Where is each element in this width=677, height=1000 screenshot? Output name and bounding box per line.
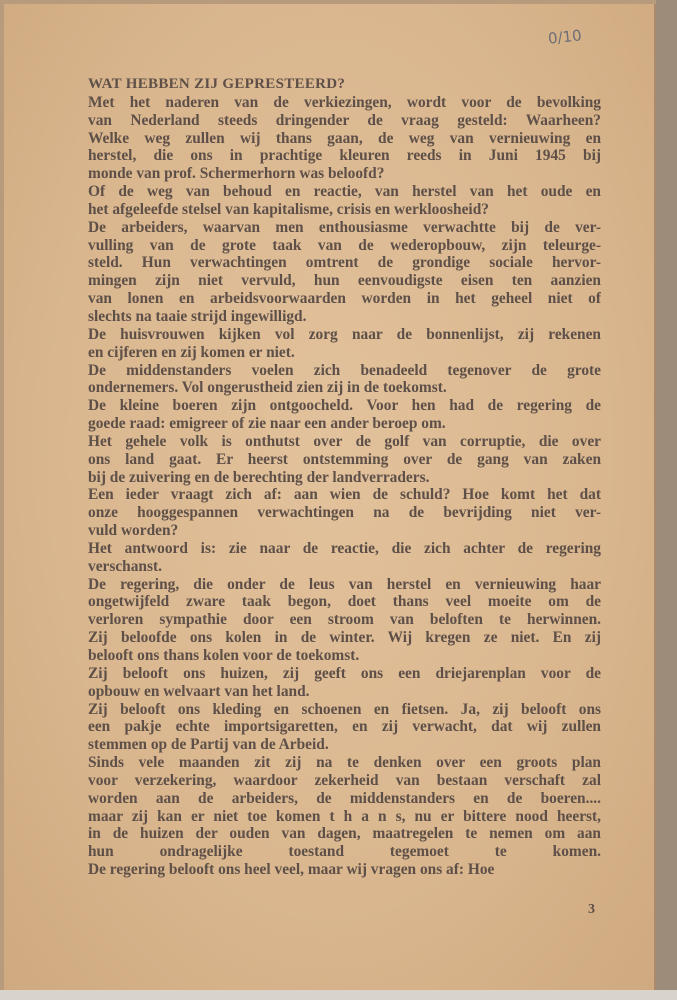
page-number: 3 <box>588 902 595 917</box>
text-line: een pakje echte importsigaretten, en zij verwacht, dat wij zullen <box>88 718 601 736</box>
text-line: De kleine boeren zijn ontgoocheld. Voor hen had de regering de <box>88 397 601 415</box>
text-line: Zij beloofde ons kolen in de winter. Wij kregen ze niet. En zij <box>88 629 601 647</box>
text-line: hun ondragelijke toestand tegemoet te komen. <box>88 843 601 861</box>
text-line: goede raad: emigreer of zie naar een ander beroep om. <box>88 415 446 433</box>
text-line: voor verzekering, waardoor zekerheid van bestaan verschaft zal <box>88 771 601 789</box>
text-line: De huisvrouwen kijken vol zorg naar de bonnenlijst, zij rekenen <box>88 325 601 343</box>
text-line: in de huizen der ouden van dagen, maatregelen te nemen om aan <box>88 825 601 843</box>
scan-background-strip <box>0 990 677 1000</box>
text-line: Zij belooft ons huizen, zij geeft ons een driejarenplan voor de <box>88 664 601 682</box>
text-line: Een ieder vraagt zich af: aan wien de schuld? Hoe komt het dat <box>88 486 601 504</box>
text-line: het afgeleefde stelsel van kapitalisme, crisis en werkloosheid? <box>88 200 489 218</box>
section-heading: WAT HEBBEN ZIJ GEPRESTEERD? <box>88 76 346 92</box>
text-line: verloren sympathie door een stroom van beloften te herwinnen. <box>88 611 601 629</box>
text-line: opbouw en welvaart van het land. <box>88 682 310 700</box>
text-line: van Nederland steeds dringender de vraag gesteld: Waarheen? <box>88 111 601 129</box>
text-line: Zij belooft ons kleding en schoenen en fietsen. Ja, zij belooft ons <box>88 700 601 718</box>
text-line: van lonen en arbeidsvoorwaarden worden in het geheel niet of <box>88 290 601 308</box>
text-line: belooft ons thans kolen voor de toekomst. <box>88 647 360 664</box>
text-line: Het gehele volk is onthutst over de golf van corruptie, die over <box>88 432 601 450</box>
text-line: Het antwoord is: zie naar de reactie, die zich achter de regering <box>88 539 601 557</box>
text-line: ons land gaat. Er heerst ontstemming over de gang van zaken <box>88 450 601 468</box>
scan-edge <box>656 0 677 990</box>
text-line: stemmen op de Partij van de Arbeid. <box>88 736 329 754</box>
text-line: mingen zijn niet vervuld, hun eenvoudigste eisen ten aanzien <box>88 272 601 290</box>
text-line: ongetwijfeld zware taak begon, doet thans veel moeite om de <box>88 593 601 611</box>
text-line: worden aan de arbeiders, de middenstanders en de boeren.... <box>88 789 601 807</box>
text-line: en cijferen en zij komen er niet. <box>88 343 295 361</box>
text-line: steld. Hun verwachtingen omtrent de grondige sociale hervor- <box>88 254 601 272</box>
text-line: monde van prof. Schermerhorn was beloofd? <box>88 165 385 183</box>
handwritten-annotation: 0/10 <box>547 26 583 48</box>
text-line: De regering, die onder de leus van herstel en vernieuwing haar <box>88 575 601 593</box>
body-text <box>88 76 601 879</box>
text-line: verschanst. <box>88 557 162 575</box>
text-line: ondernemers. Vol ongerustheid zien zij in de toekomst. <box>88 379 447 397</box>
text-line: bij de zuivering en de berechting der landverraders. <box>88 468 430 486</box>
text-line: onze hooggespannen verwachtingen na de bevrijding niet ver- <box>88 504 601 522</box>
text-line: De middenstanders voelen zich benadeeld tegenover de grote <box>88 361 601 379</box>
text-line: De arbeiders, waarvan men enthousiasme verwachtte bij de ver- <box>88 218 601 236</box>
text-line: Of de weg van behoud en reactie, van herstel van het oude en <box>88 183 601 201</box>
text-line: Welke weg zullen wij thans gaan, de weg van vernieuwing en <box>88 129 601 147</box>
text-line: herstel, die ons in prachtige kleuren reeds in Juni 1945 bij <box>88 147 601 165</box>
text-line: Sinds vele maanden zit zij na te denken over een groots plan <box>88 754 601 772</box>
text-line: De regering belooft ons heel veel, maar wij vragen ons af: Hoe <box>88 861 495 879</box>
text-line: Met het naderen van de verkiezingen, wordt voor de bevolking <box>88 93 601 111</box>
text-line: vulling van de grote taak van de wederopbouw, zijn teleurge- <box>88 236 601 254</box>
text-line: maar zij kan er niet toe komen t h a n s, nu er bittere nood heerst, <box>88 807 601 825</box>
text-line: vuld worden? <box>88 522 179 540</box>
text-line: slechts na taaie strijd ingewilligd. <box>88 307 307 325</box>
